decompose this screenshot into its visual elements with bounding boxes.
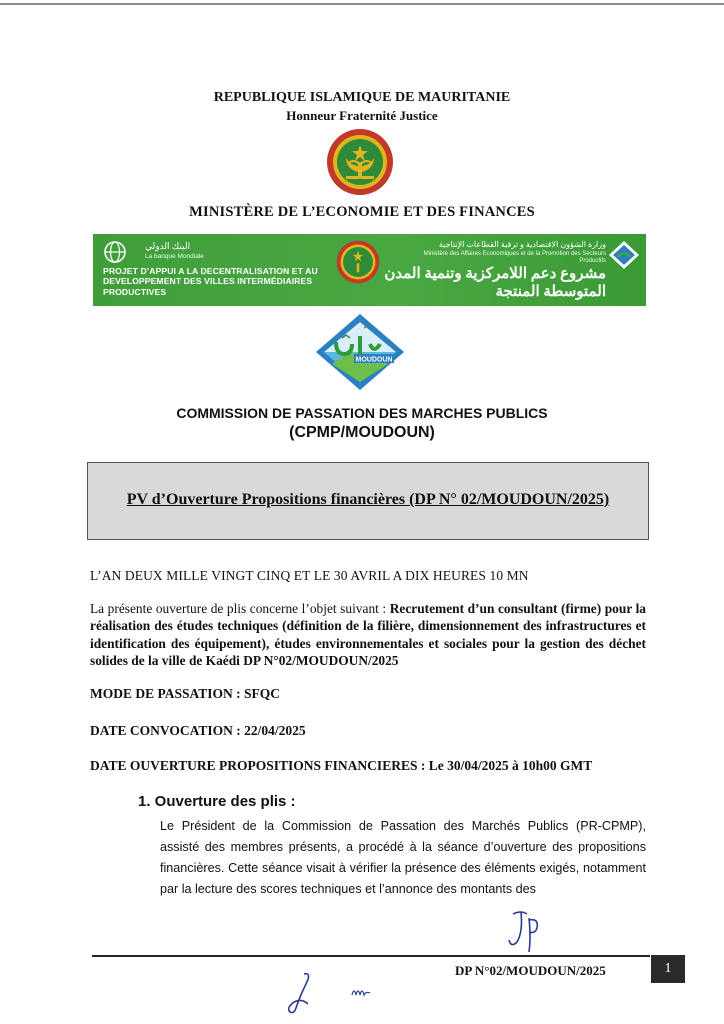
initials-mark-icon xyxy=(350,985,372,999)
ministry-title: MINISTÈRE DE L’ECONOMIE ET DES FINANCES xyxy=(189,204,535,220)
pv-title: PV d’Ouverture Propositions financières (DP N° 02/MOUDOUN/2025) xyxy=(126,491,610,508)
footer-reference: DP N°02/MOUDOUN/2025 xyxy=(455,963,606,978)
ministry-latin: Ministère des Affaires Economiques et de la Promotion des Secteurs Productifs xyxy=(423,251,606,264)
project-name-fr: PROJET D’APPUI A LA DECENTRALISATION ET AU DEVELOPPEMENT DES VILLES INTERMÉDIAIRES PRODUCTIVES xyxy=(103,266,318,297)
objet-paragraph xyxy=(90,600,646,670)
national-motto: Honneur Fraternité Justice xyxy=(286,108,438,123)
moudoun-logo-icon xyxy=(314,312,406,392)
objet-subject: Recrutement d’un consultant (firme) pour la réalisation des études techniques (définition de la filière, dimensionnement des infrastructures et identification des équipement), études environnementales et sociales pour la gestion des déchet solides de la ville de Kaédi DP N°02/MOUDOUN/2025 xyxy=(90,601,647,669)
footer-rule xyxy=(92,955,650,957)
section-1-body: Le Président de la Commission de Passation des Marchés Publics (PR-CPMP), assisté des membres présents, a procédé à la séance d’ouverture des propositions financières. Cette séance visait à vérifier la présence des éléments exigés, notamment par la lecture des scores techniques et l’annonce des montants des xyxy=(160,819,646,896)
pv-title-box xyxy=(87,462,649,540)
page-number: 1 xyxy=(651,955,685,983)
project-name-ar: مشروع دعم اللامركزية وتنمية المدن المتوسطة المنتجة xyxy=(384,266,606,300)
date-ouverture: DATE OUVERTURE PROPOSITIONS FINANCIERES : Le 30/04/2025 à 10h00 GMT xyxy=(90,758,593,773)
signature-icon xyxy=(282,970,322,1016)
project-banner xyxy=(93,234,646,306)
commission-name: COMMISSION DE PASSATION DES MARCHES PUBLICS xyxy=(176,405,548,421)
world-bank-latin: La banque Mondiale xyxy=(145,253,204,260)
handwritten-initials-icon xyxy=(505,908,545,954)
moudoun-small-logo-icon xyxy=(608,240,640,270)
top-border xyxy=(0,3,724,5)
country-title: REPUBLIQUE ISLAMIQUE DE MAURITANIE xyxy=(213,90,511,105)
logo-text: MOUDOUN xyxy=(355,356,393,364)
national-seal-icon xyxy=(326,128,394,196)
mode-passation: MODE DE PASSATION : SFQC xyxy=(90,686,281,701)
intro-line: L’AN DEUX MILLE VINGT CINQ ET LE 30 AVRIL A DIX HEURES 10 MN xyxy=(90,568,529,583)
commission-acronym: (CPMP/MOUDOUN) xyxy=(289,424,435,441)
world-bank-logo-icon xyxy=(103,240,139,264)
world-bank-arabic: البنك الدولي xyxy=(145,241,191,251)
section-1-title: 1. Ouverture des plis : xyxy=(138,793,296,810)
ministry-arabic: وزارة الشؤون الاقتصادية و ترقية القطاعات الإنتاجية xyxy=(438,240,606,249)
date-convocation: DATE CONVOCATION : 22/04/2025 xyxy=(90,723,306,738)
objet-lead: La présente ouverture de plis concerne l’objet suivant : xyxy=(90,601,390,616)
